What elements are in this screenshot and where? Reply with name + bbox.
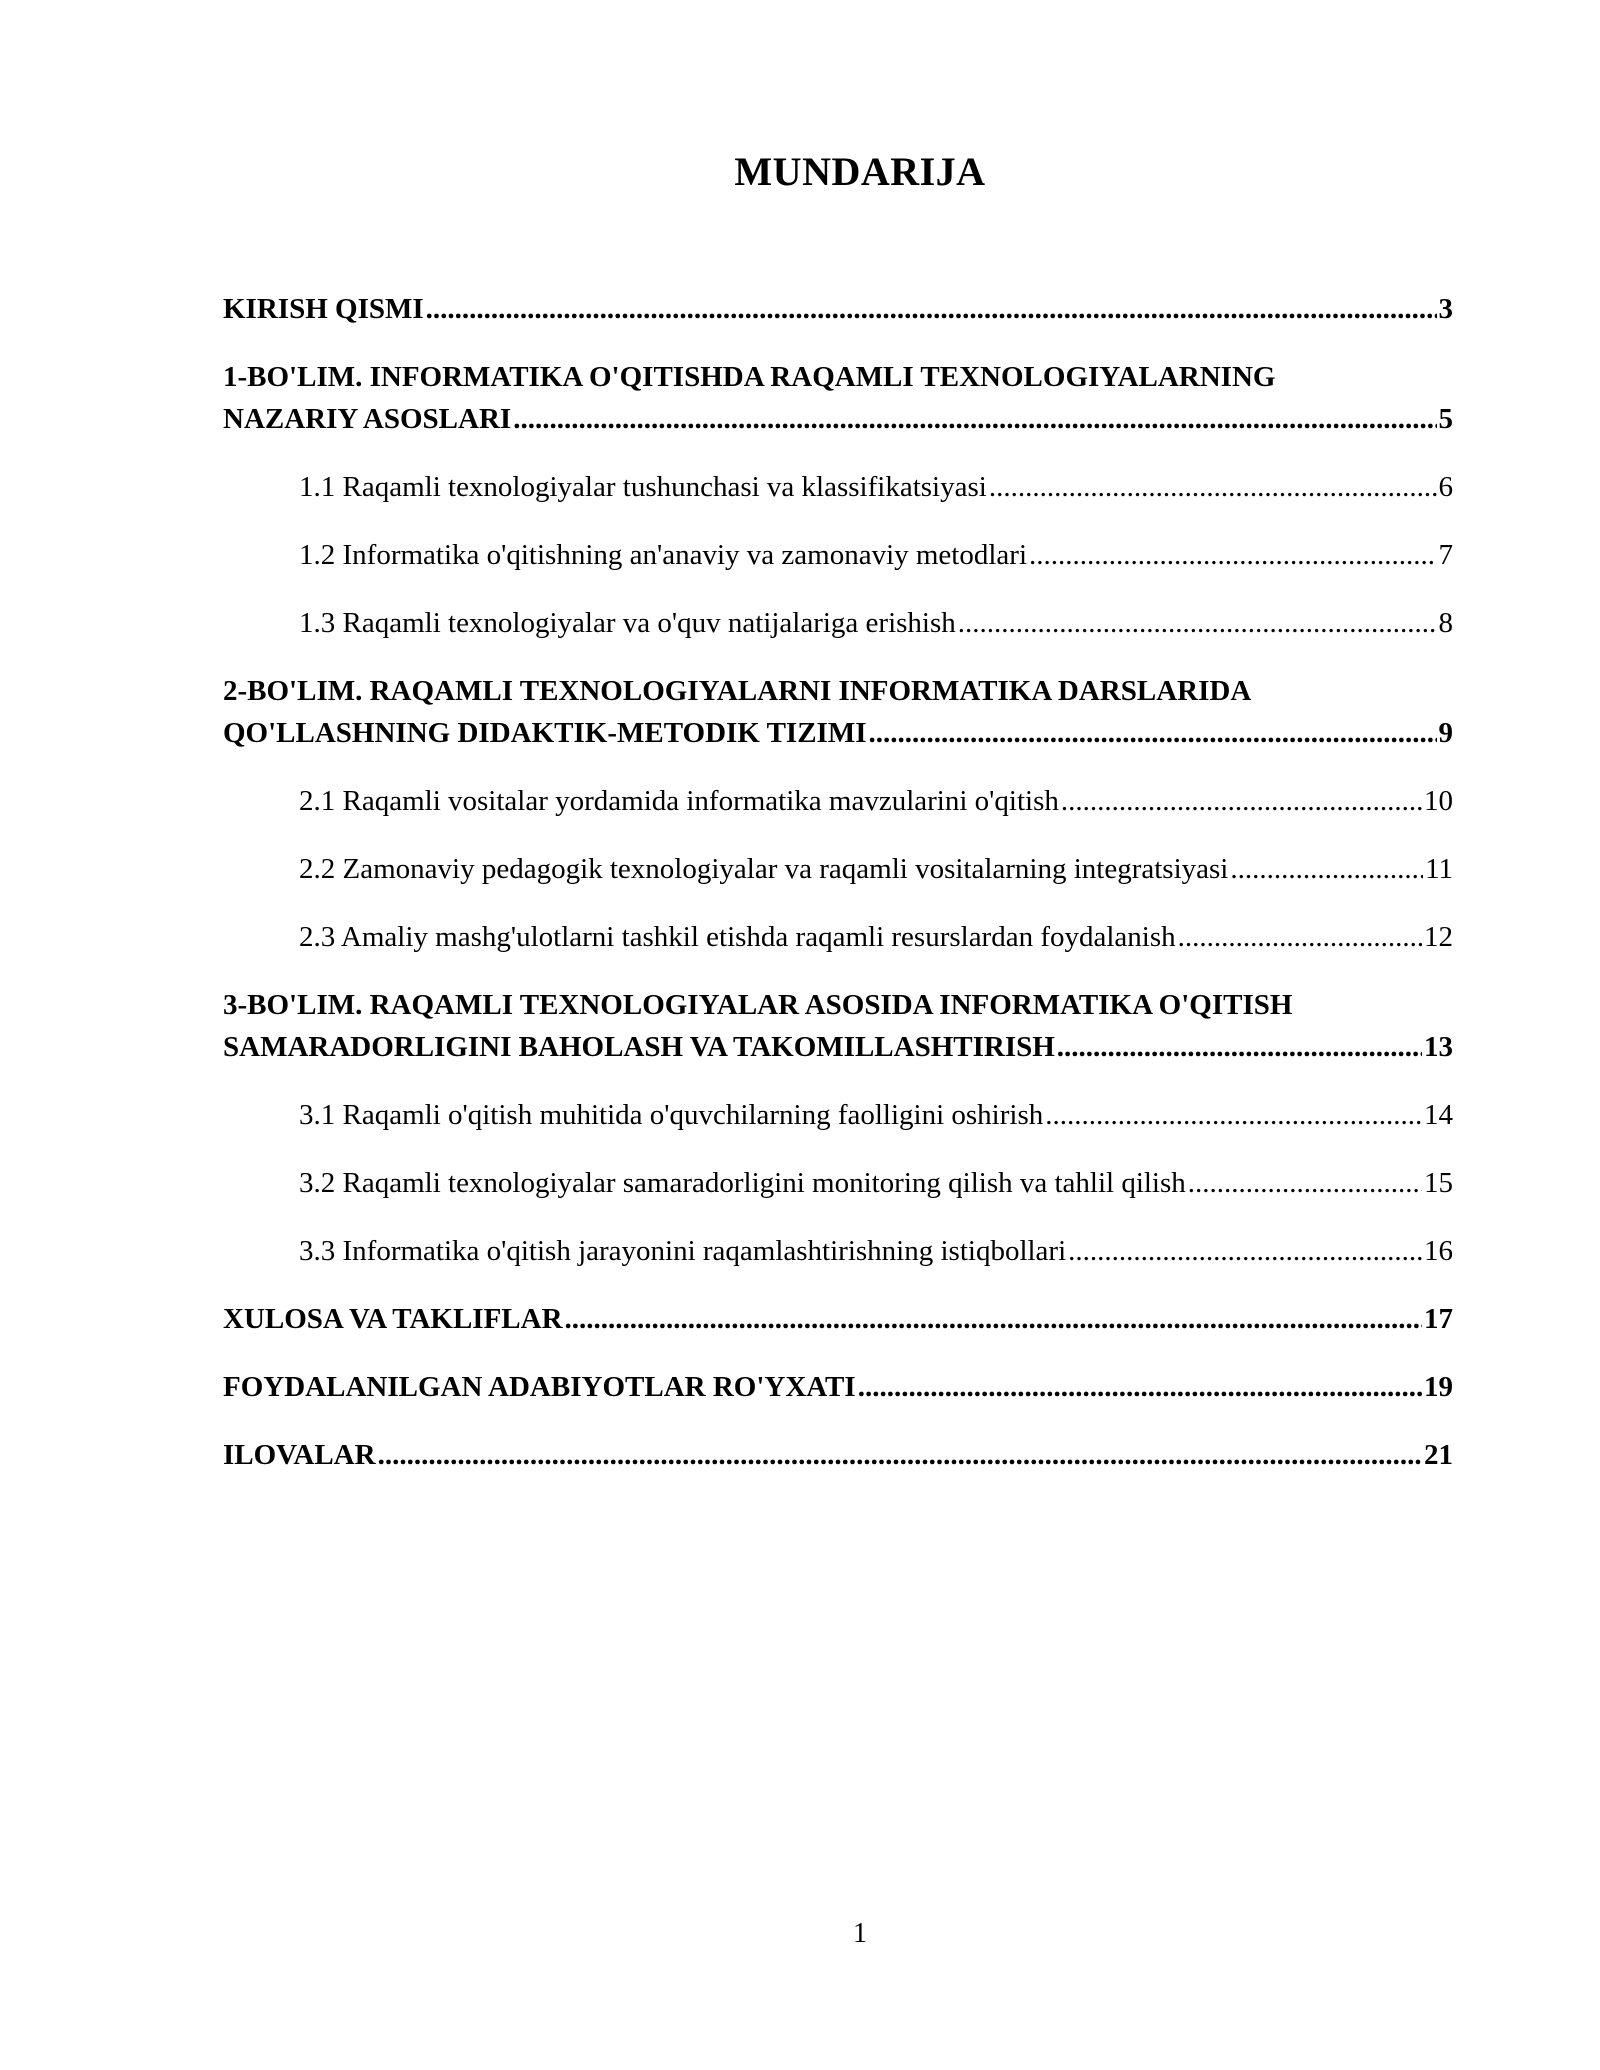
toc-entry[interactable] — [223, 984, 1453, 1068]
toc-entry[interactable] — [223, 670, 1453, 754]
toc-entry-page-number: 14 — [1424, 1099, 1453, 1131]
table-of-contents — [223, 288, 1453, 1502]
toc-entry-line — [299, 1162, 1453, 1204]
toc-entry-page-number: 15 — [1424, 1167, 1453, 1199]
toc-entry[interactable] — [223, 916, 1453, 958]
toc-entry-title: XULOSA VA TAKLIFLAR — [223, 1303, 563, 1335]
toc-entry-title: 2.3 Amaliy mashg'ulotlarni tashkil etishda raqamli resurslardan foydalanish — [299, 921, 1176, 953]
toc-entry-line — [223, 398, 1453, 440]
toc-entry-page-number: 9 — [1438, 717, 1453, 749]
toc-entry-title: KIRISH QISMI — [223, 293, 424, 325]
toc-entry[interactable] — [223, 1298, 1453, 1340]
toc-entry-title: 1.1 Raqamli texnologiyalar tushunchasi va klassifikatsiyasi — [299, 471, 987, 503]
toc-entry[interactable] — [223, 1366, 1453, 1408]
dot-leader — [858, 1366, 1422, 1408]
dot-leader — [565, 1298, 1422, 1340]
toc-entry-line — [299, 1230, 1453, 1272]
toc-entry-line — [223, 1026, 1453, 1068]
toc-entry-line — [223, 1366, 1453, 1408]
toc-entry-title: 1.3 Raqamli texnologiyalar va o'quv natijalariga erishish — [299, 607, 956, 639]
toc-entry-title: FOYDALANILGAN ADABIYOTLAR RO'YXATI — [223, 1371, 856, 1403]
toc-entry-title: 3.2 Raqamli texnologiyalar samaradorligini monitoring qilish va tahlil qilish — [299, 1167, 1186, 1199]
toc-entry-page-number: 12 — [1424, 921, 1453, 953]
toc-entry-line — [223, 1434, 1453, 1476]
toc-entry-line — [299, 916, 1453, 958]
toc-entry-page-number: 17 — [1424, 1303, 1453, 1335]
toc-entry-line — [299, 780, 1453, 822]
toc-entry-page-number: 3 — [1438, 293, 1453, 325]
toc-entry[interactable] — [223, 848, 1453, 890]
dot-leader — [989, 466, 1437, 508]
toc-entry-page-number: 21 — [1424, 1439, 1453, 1471]
toc-entry[interactable] — [223, 780, 1453, 822]
toc-entry[interactable] — [223, 1434, 1453, 1476]
dot-leader — [1029, 534, 1436, 576]
toc-entry[interactable] — [223, 356, 1453, 440]
toc-entry[interactable] — [223, 466, 1453, 508]
toc-entry-line — [299, 602, 1453, 644]
toc-entry-title: 3.3 Informatika o'qitish jarayonini raqamlashtirishning istiqbollari — [299, 1235, 1067, 1267]
toc-entry-title: ILOVALAR — [223, 1439, 376, 1471]
page-title: MUNDARIJA — [734, 149, 986, 194]
toc-entry-page-number: 7 — [1438, 539, 1453, 571]
toc-entry[interactable] — [223, 534, 1453, 576]
dot-leader — [513, 398, 1436, 440]
toc-entry-page-number: 19 — [1424, 1371, 1453, 1403]
toc-entry-line — [299, 466, 1453, 508]
toc-entry-page-number: 16 — [1424, 1235, 1453, 1267]
dot-leader — [1061, 780, 1422, 822]
toc-entry[interactable] — [223, 1162, 1453, 1204]
dot-leader — [1057, 1026, 1422, 1068]
toc-entry-title: 3.1 Raqamli o'qitish muhitida o'quvchilarning faolligini oshirish — [299, 1099, 1044, 1131]
toc-entry-line — [299, 848, 1453, 890]
toc-entry-page-number: 13 — [1424, 1031, 1453, 1063]
toc-entry-title: NAZARIY ASOSLARI — [223, 403, 512, 435]
toc-entry-title: SAMARADORLIGINI BAHOLASH VA TAKOMILLASHTIRISH — [223, 1031, 1055, 1063]
toc-entry-line — [299, 1094, 1453, 1136]
toc-entry-heading-line: 2-BO'LIM. RAQAMLI TEXNOLOGIYALARNI INFORMATIKA DARSLARIDA — [223, 675, 1252, 707]
toc-entry-page-number: 11 — [1425, 853, 1453, 885]
toc-entry-heading-line: 1-BO'LIM. INFORMATIKA O'QITISHDA RAQAMLI TEXNOLOGIYALARNING — [223, 361, 1276, 393]
toc-entry[interactable] — [223, 1230, 1453, 1272]
toc-entry-line — [223, 1298, 1453, 1340]
toc-entry-title: QO'LLASHNING DIDAKTIK-METODIK TIZIMI — [223, 717, 867, 749]
toc-entry-title: 1.2 Informatika o'qitishning an'anaviy va zamonaviy metodlari — [299, 539, 1028, 571]
toc-entry-heading-line: 3-BO'LIM. RAQAMLI TEXNOLOGIYALAR ASOSIDA INFORMATIKA O'QITISH — [223, 989, 1293, 1021]
toc-entry-title: 2.2 Zamonaviy pedagogik texnologiyalar va raqamli vositalarning integratsiyasi — [299, 853, 1229, 885]
page-number: 1 — [853, 1918, 867, 1949]
toc-entry-page-number: 5 — [1438, 403, 1453, 435]
dot-leader — [378, 1434, 1422, 1476]
toc-entry-page-number: 10 — [1424, 785, 1453, 817]
dot-leader — [1230, 848, 1423, 890]
toc-entry-line — [223, 288, 1453, 330]
toc-entry-page-number: 6 — [1438, 471, 1453, 503]
dot-leader — [1068, 1230, 1422, 1272]
dot-leader — [958, 602, 1437, 644]
toc-entry-line — [223, 712, 1453, 754]
toc-entry-title: 2.1 Raqamli vositalar yordamida informatika mavzularini o'qitish — [299, 785, 1059, 817]
dot-leader — [869, 712, 1437, 754]
toc-entry[interactable] — [223, 602, 1453, 644]
toc-entry[interactable] — [223, 1094, 1453, 1136]
dot-leader — [1188, 1162, 1422, 1204]
dot-leader — [1045, 1094, 1422, 1136]
toc-entry-line — [299, 534, 1453, 576]
toc-entry[interactable] — [223, 288, 1453, 330]
dot-leader — [426, 288, 1437, 330]
dot-leader — [1178, 916, 1422, 958]
toc-entry-page-number: 8 — [1438, 607, 1453, 639]
